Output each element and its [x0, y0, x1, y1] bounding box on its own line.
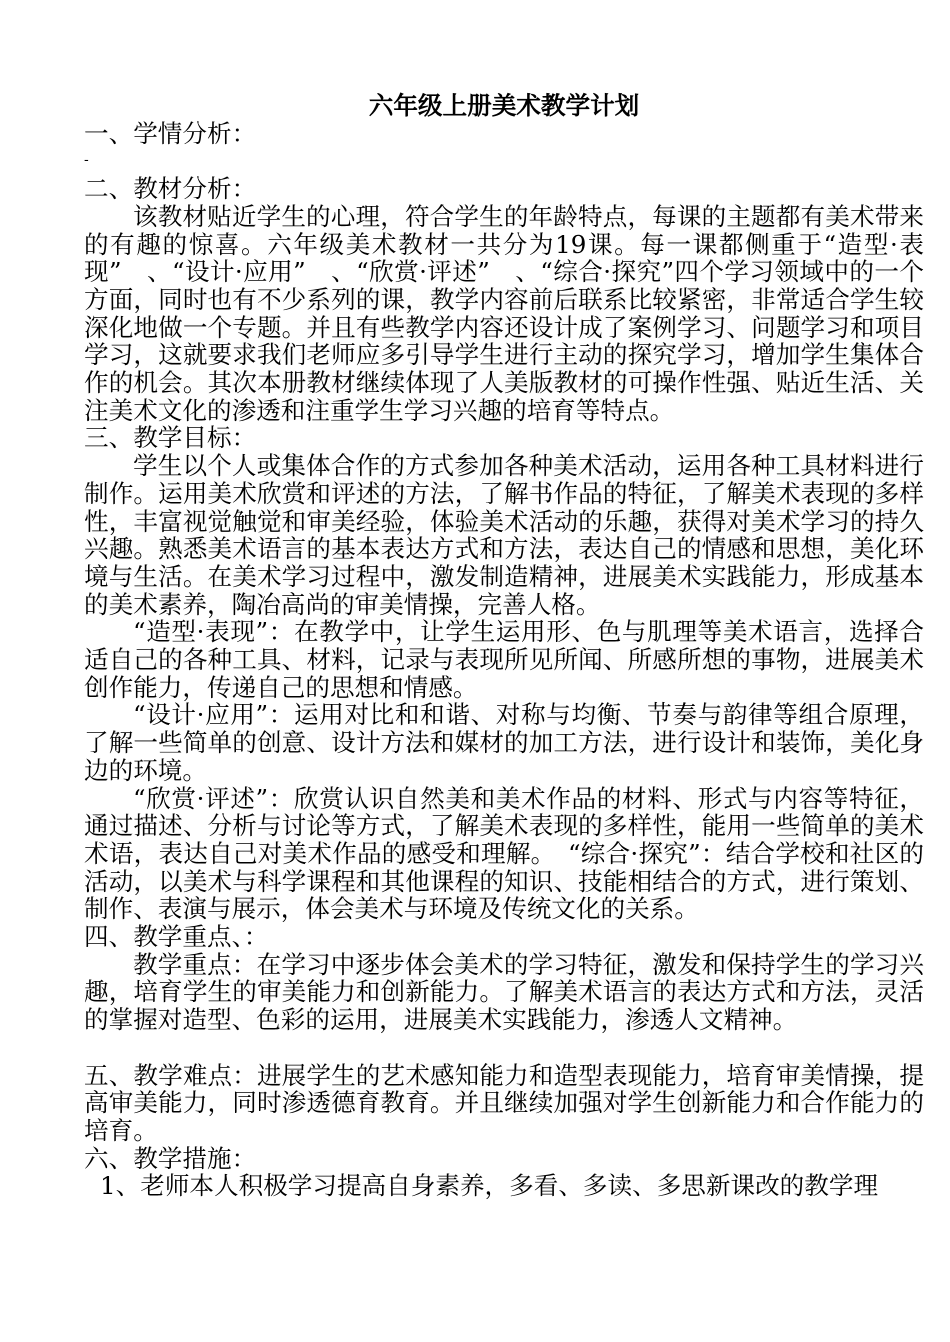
section-3-paragraph-4: “欣赏·评述”：欣赏认识自然美和美术作品的材料、形式与内容等特征，通过描述、分析与讨论等方式，了解美术表现的多样性，能用一些简单的美术术语，表达自己对美术作品的感受和理解。 “综合·探究”：结合学校和社区的活动，以美术与科学课程和其他课程的知识、技能相结合的方式，进行策划、制作、表演与展示，体会美术与环境及传统文化的关系。 — [84, 783, 924, 924]
section-1-placeholder: - — [84, 152, 89, 169]
section-heading-4: 四、教学重点、： — [84, 922, 269, 952]
document-page — [84, 92, 924, 1200]
section-3-paragraph-2: “造型·表现”：在教学中，让学生运用形、色与肌理等美术语言，选择合适自己的各种工具、材料，记录与表现所见所闻、所感所想的事物，进展美术创作能力，传递自己的思想和情感。 — [84, 617, 924, 702]
section-6-paragraph-1: 1、老师本人积极学习提高自身素养，多看、多读、多思新课改的教学理 — [100, 1171, 879, 1201]
blank-line — [84, 1034, 924, 1062]
section-3-paragraph-3: “设计·应用”：运用对比和和谐、对称与均衡、节奏与韵律等组合原理，了解一些简单的创意、设计方法和媒材的加工方法，进行设计和装饰，美化身边的环境。 — [84, 700, 924, 785]
document-title: 六年级上册美术教学计划 — [368, 91, 640, 120]
section-5-paragraph-1: 五、教学难点：进展学生的艺术感知能力和造型表现能力，培育审美情操，提高审美能力，同时渗透德育教育。并且继续加强对学生创新能力和合作能力的培育。 — [84, 1060, 924, 1145]
section-3-paragraph-1: 学生以个人或集体合作的方式参加各种美术活动，运用各种工具材料进行制作。运用美术欣赏和评述的方法，了解书作品的特征，了解美术表现的多样性，丰富视觉触觉和审美经验，体验美术活动的乐趣，获得对美术学习的持久兴趣。熟悉美术语言的基本表达方式和方法，表达自己的情感和思想，美化环境与生活。在美术学习过程中，激发制造精神，进展美术实践能力，形成基本的美术素养，陶冶高尚的审美情操，完善人格。 — [84, 451, 924, 619]
section-heading-2: 二、教材分析： — [84, 174, 257, 204]
section-heading-6: 六、教学措施： — [84, 1143, 257, 1173]
section-4-paragraph-1: 教学重点：在学习中逐步体会美术的学习特征，激发和保持学生的学习兴趣，培育学生的审美能力和创新能力。了解美术语言的表达方式和方法，灵活的掌握对造型、色彩的运用，进展美术实践能力，渗透人文精神。 — [84, 949, 924, 1035]
section-heading-1: 一、学情分析： — [84, 118, 257, 148]
section-heading-3: 三、教学目标： — [84, 423, 257, 453]
section-2-paragraph-1: 该教材贴近学生的心理，符合学生的年龄特点，每课的主题都有美术带来的有趣的惊喜。六年级美术教材一共分为19课。每一课都侧重于“造型·表现” 、“设计·应用” 、“欣赏·评述” 、“综合·探究”四个学习领域中的一个方面，同时也有不少系列的课，教学内容前后联系比较紧密，非常适合学生较深化地做一个专题。并且有些教学内容还设计成了案例学习、问题学习和项目学习，这就要求我们老师应多引导学生进行主动的探究学习，增加学生集体合作的机会。其次本册教材继续体现了人美版教材的可操作性强、贴近生活、关注美术文化的渗透和注重学生学习兴趣的培育等特点。 — [84, 201, 924, 425]
